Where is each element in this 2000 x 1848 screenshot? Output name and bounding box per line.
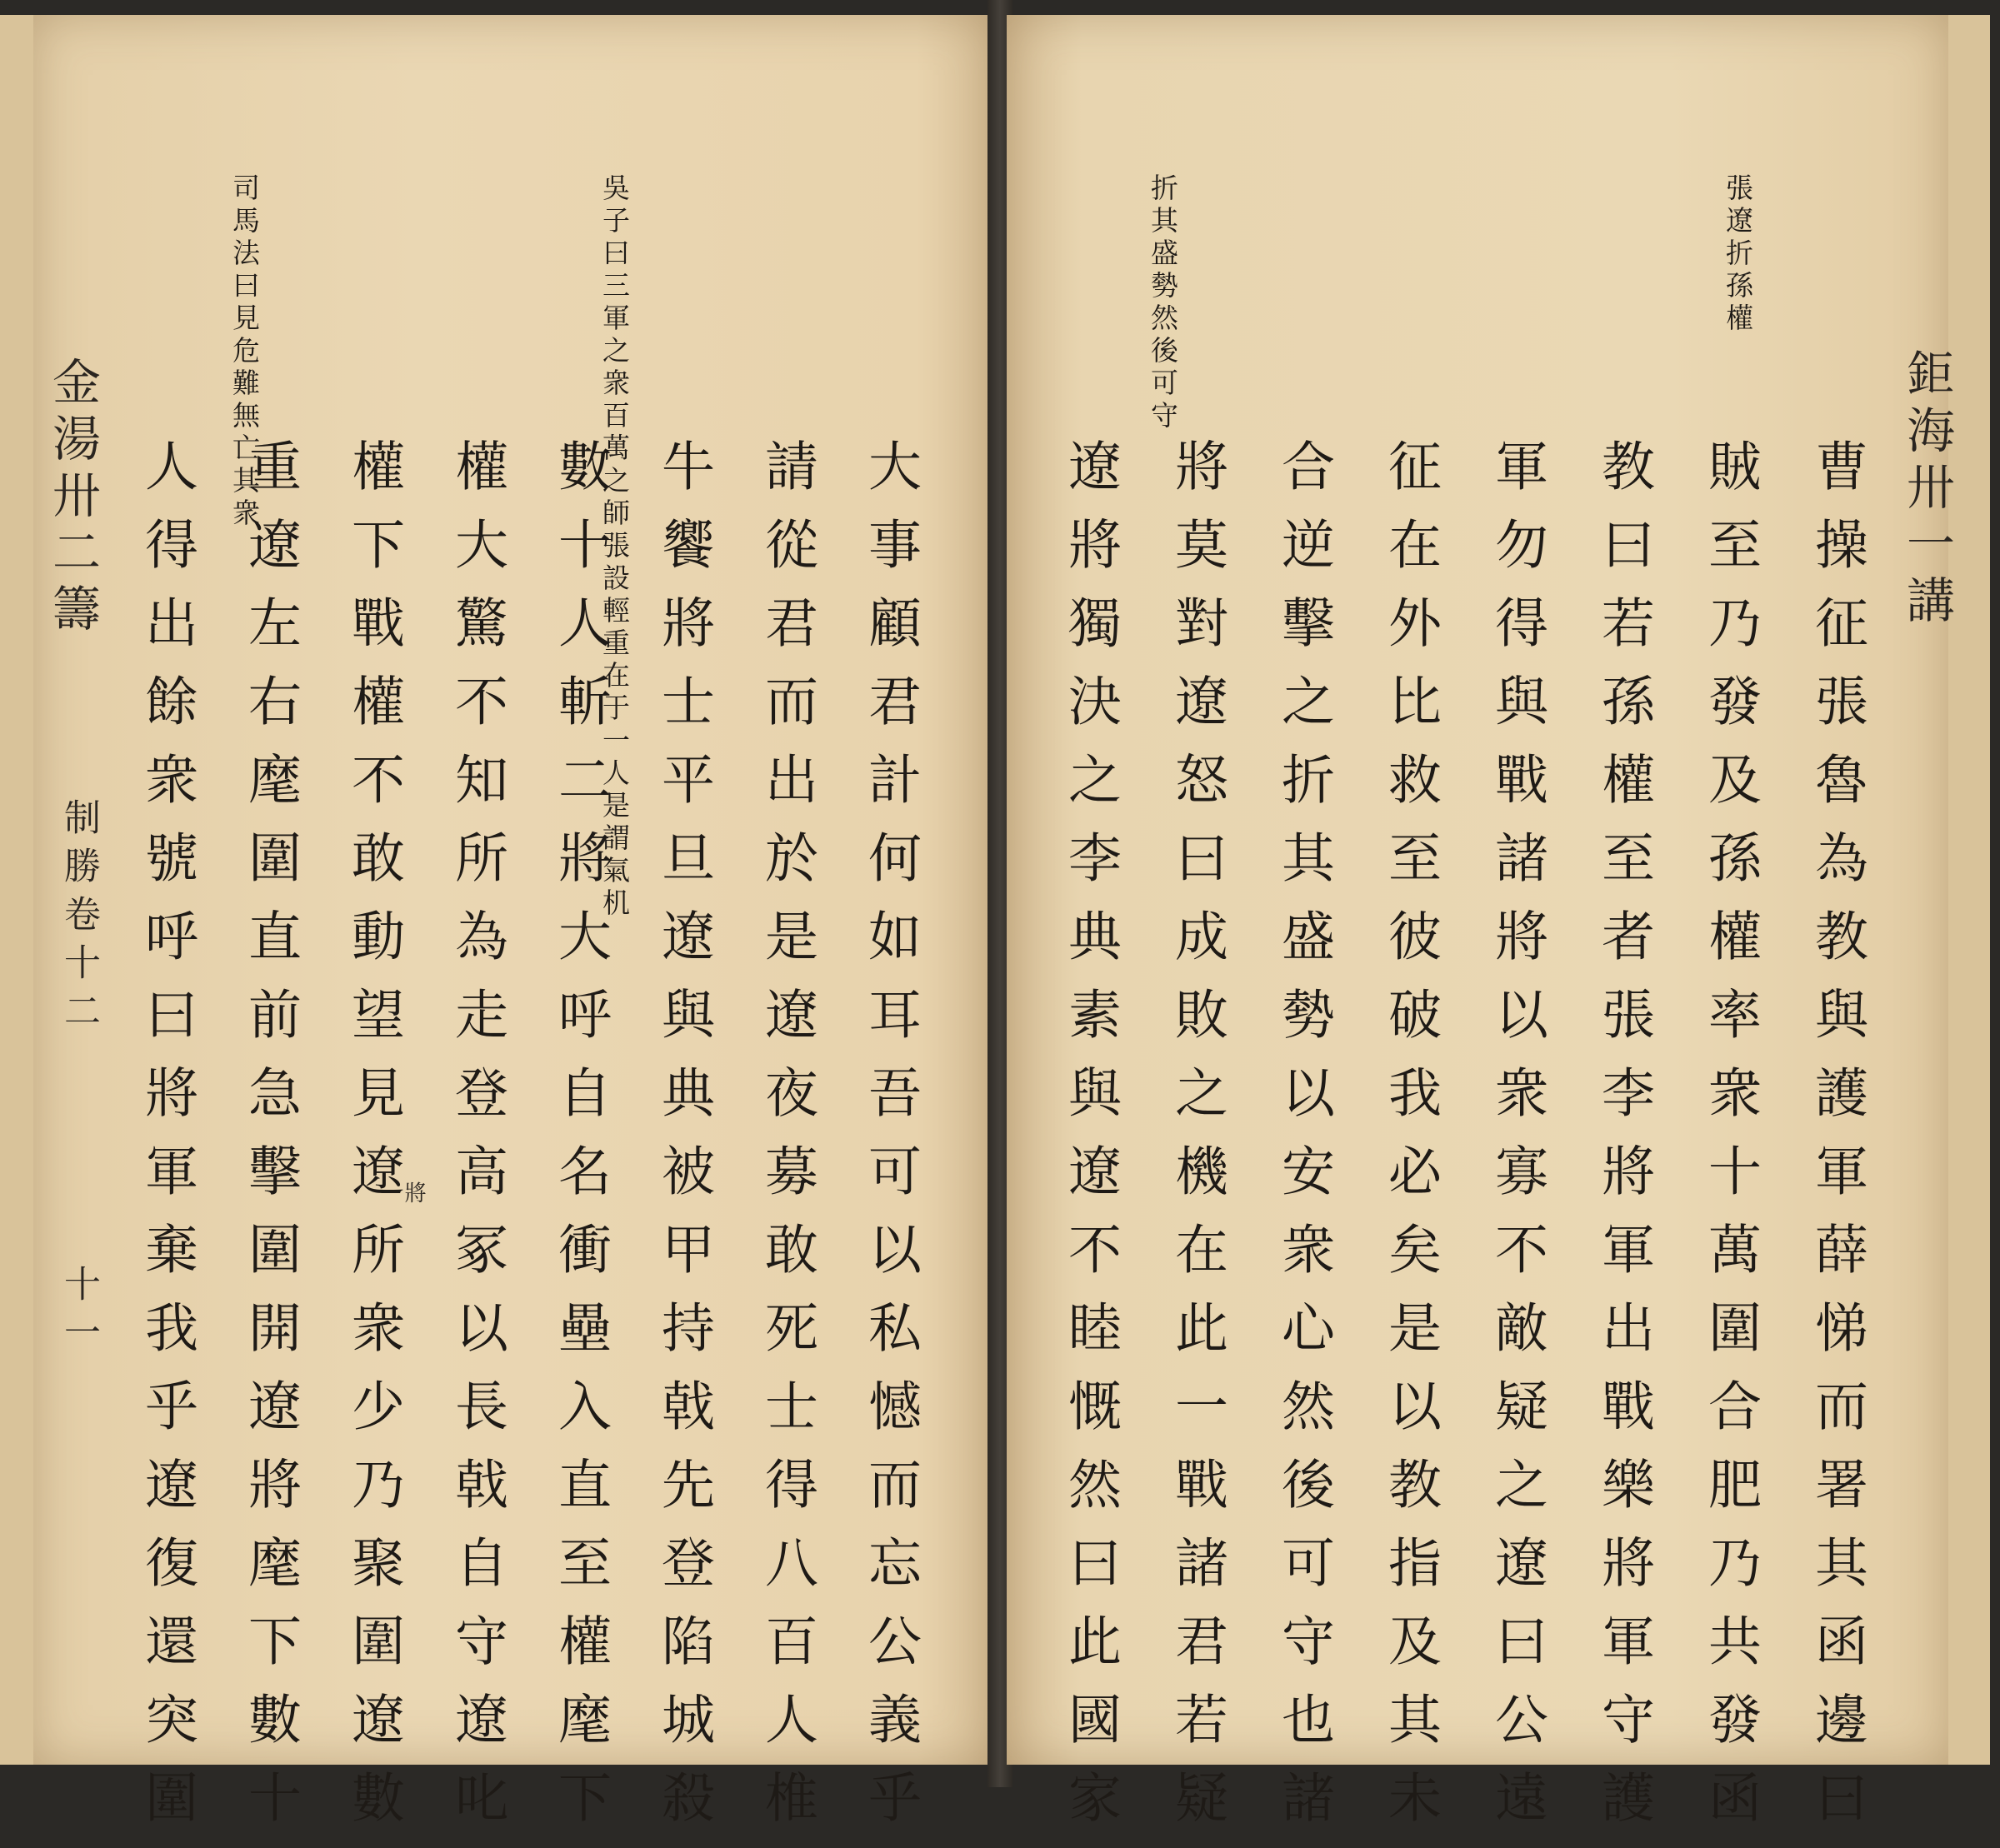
text-column-1: 曹操征張魯為教與護軍薛悌而署其函邊曰 [1806,438,1868,1848]
interlinear-correction: 將 [401,1181,426,1203]
text-column-7: 重遼左右麾圍直前急擊圍開遼將麾下數十 [239,438,301,1848]
folio-number: 十一 [58,1265,100,1361]
text-column-5: 征在外比救至彼破我必矣是以教指及其未 [1379,438,1441,1848]
left-book-edge [0,15,33,1765]
text-column-6: 合逆擊之折其盛勢以安衆心然後可守也諸 [1272,438,1334,1848]
left-page [33,15,993,1848]
section-label: 制勝卷十二 [58,798,100,1040]
text-column-4: 數十人斬二將大呼自名衝壘入直至權麾下 [549,438,611,1848]
annotation-wuzi: 吳子曰三軍之衆百萬之師張設輕重在于一人是謂氣机 [598,173,631,921]
text-column-2: 賊至乃發及孫權率衆十萬圍合肥乃共發函 [1699,438,1761,1848]
text-column-8: 遼將獨決之李典素與遼不睦慨然曰此國家 [1059,438,1121,1848]
text-column-3: 教曰若孫權至者張李將軍出戰樂將軍守護 [1592,438,1654,1848]
right-book-edge [1948,15,1990,1765]
right-page [1007,15,1955,1848]
text-column-2: 請從君而出於是遼夜募敢死士得八百人椎 [756,438,818,1848]
right-margin-title: 鉅海卅一講 [1898,348,1955,632]
text-column-3: 牛饗將士平旦遼與典被甲持戟先登陷城殺 [652,438,714,1848]
annotation-sima-fa: 司馬法曰見危難無亡其衆 [228,173,261,531]
text-column-7: 將莫對遼怒曰成敗之機在此一戰諸君若疑 [1166,438,1228,1848]
annotation-zhangliao: 張遼折孫權 [1722,173,1754,336]
text-column-8: 人得出餘衆號呼曰將軍棄我乎遼復還突圍 [136,438,198,1848]
text-column-4: 軍勿得與戰諸將以衆寡不敵疑之遼曰公遠 [1486,438,1548,1848]
text-column-6: 權下戰權不敢動望見遼所衆少乃聚圍遼數 [342,438,404,1848]
text-column-5: 權大驚不知所為走登高冢以長戟自守遼叱 [446,438,508,1848]
annotation-zhelisheng: 折其盛勢然後可守 [1147,173,1179,433]
text-column-1: 大事顧君計何如耳吾可以私憾而忘公義乎 [859,438,921,1848]
left-margin-title: 金湯卅二籌 [44,357,101,640]
